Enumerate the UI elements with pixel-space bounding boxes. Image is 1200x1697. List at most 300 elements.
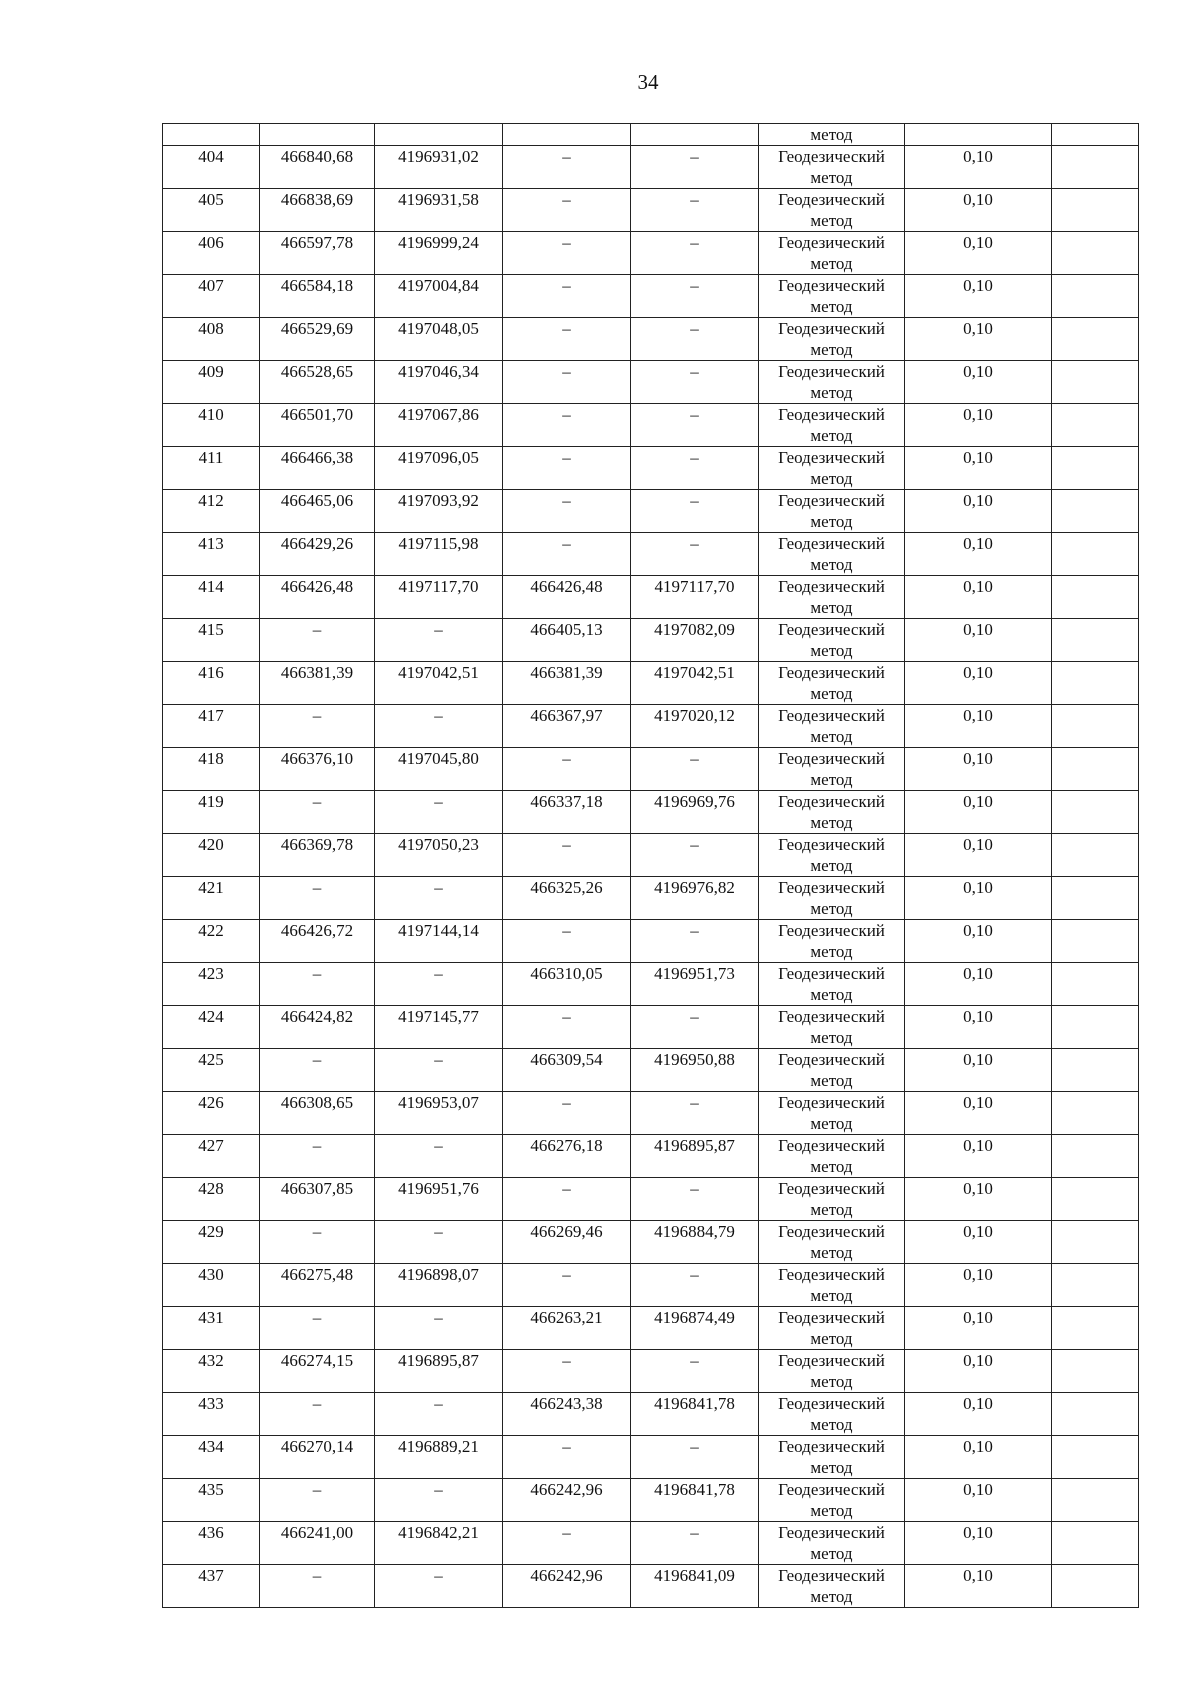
- cell-value: 466308,65: [280, 1093, 354, 1112]
- cell-x-new: [503, 705, 631, 748]
- cell-value: 466597,78: [280, 233, 354, 252]
- table-row: [163, 275, 1139, 318]
- cell-value: 466376,10: [280, 749, 354, 768]
- cell-point-number: [163, 146, 260, 189]
- table-row: [163, 1350, 1139, 1393]
- table-row: [163, 1479, 1139, 1522]
- cell-extra: [1052, 1264, 1139, 1307]
- method-label-line2: метод: [810, 1114, 853, 1133]
- method-label-line1: Геодезический: [778, 964, 885, 983]
- cell-method: [759, 533, 905, 576]
- cell-value: 466276,18: [530, 1136, 603, 1155]
- cell-y-existing: [375, 576, 503, 619]
- cell-value: 466367,97: [530, 706, 603, 725]
- table-row: [163, 791, 1139, 834]
- method-label-line1: Геодезический: [778, 362, 885, 381]
- cell-accuracy: [905, 361, 1052, 404]
- table-row: [163, 963, 1139, 1006]
- cell-point-number: [163, 232, 260, 275]
- cell-accuracy: [905, 662, 1052, 705]
- method-label-line2: метод: [810, 512, 853, 531]
- cell-extra: [1052, 404, 1139, 447]
- cell-y-new: [631, 146, 759, 189]
- cell-method: [759, 619, 905, 662]
- cell-extra: [1052, 1221, 1139, 1264]
- method-label-line2: метод: [810, 813, 853, 832]
- cell-value: –: [690, 749, 699, 768]
- cell-point-number: [163, 662, 260, 705]
- cell-value: 4196969,76: [654, 792, 735, 811]
- method-label-line2: метод: [810, 985, 853, 1004]
- method-label-line1: Геодезический: [778, 706, 885, 725]
- cell-value: 466584,18: [280, 276, 354, 295]
- cell-value: 466381,39: [530, 663, 603, 682]
- cell-value: 424: [198, 1007, 224, 1026]
- cell-accuracy: [905, 533, 1052, 576]
- cell-value: 4196884,79: [654, 1222, 735, 1241]
- table-row: [163, 1436, 1139, 1479]
- cell-extra: [1052, 1092, 1139, 1135]
- cell-value: 466310,05: [530, 964, 603, 983]
- cell-value: 430: [198, 1265, 224, 1284]
- cell-point-number: [163, 1565, 260, 1608]
- cell-y-existing: [375, 877, 503, 920]
- cell-y-new: [631, 318, 759, 361]
- table-body: [163, 124, 1139, 1608]
- cell-value: 4197042,51: [398, 663, 479, 682]
- cell-x-new: [503, 1436, 631, 1479]
- cell-value: –: [562, 190, 571, 209]
- cell-x-existing: [260, 834, 375, 877]
- cell-y-new: [631, 791, 759, 834]
- cell-y-existing: [375, 1565, 503, 1608]
- cell-value: 4197004,84: [398, 276, 479, 295]
- cell-y-new: [631, 1006, 759, 1049]
- cell-accuracy: [905, 275, 1052, 318]
- cell-x-existing: [260, 1006, 375, 1049]
- cell-extra: [1052, 1436, 1139, 1479]
- cell-value: –: [434, 620, 443, 639]
- cell-point-number: [163, 318, 260, 361]
- cell-value: 0,10: [963, 1179, 993, 1198]
- cell-value: 0,10: [963, 792, 993, 811]
- cell-point-number: [163, 1092, 260, 1135]
- cell-value: 0,10: [963, 1566, 993, 1585]
- cell-value: 433: [198, 1394, 224, 1413]
- cell-x-new: [503, 748, 631, 791]
- cell-value: 0,10: [963, 577, 993, 596]
- cell-value: 4197045,80: [398, 749, 479, 768]
- cell-extra: [1052, 1565, 1139, 1608]
- cell-y-new: [631, 124, 759, 146]
- method-label-line2: метод: [810, 1028, 853, 1047]
- table-row: [163, 619, 1139, 662]
- cell-value: 466426,72: [280, 921, 354, 940]
- cell-value: 466242,96: [530, 1480, 603, 1499]
- cell-y-existing: [375, 1350, 503, 1393]
- cell-value: 4197117,70: [654, 577, 735, 596]
- cell-value: –: [434, 1136, 443, 1155]
- cell-x-new: [503, 447, 631, 490]
- cell-x-existing: [260, 361, 375, 404]
- method-tail: метод: [810, 125, 853, 144]
- cell-value: 4196895,87: [398, 1351, 479, 1370]
- cell-y-existing: [375, 1522, 503, 1565]
- cell-accuracy: [905, 1092, 1052, 1135]
- cell-accuracy: [905, 124, 1052, 146]
- cell-point-number: [163, 1221, 260, 1264]
- method-label-line2: метод: [810, 1587, 853, 1606]
- cell-value: 0,10: [963, 534, 993, 553]
- cell-extra: [1052, 662, 1139, 705]
- cell-accuracy: [905, 920, 1052, 963]
- cell-extra: [1052, 834, 1139, 877]
- cell-y-new: [631, 1135, 759, 1178]
- cell-value: 412: [198, 491, 224, 510]
- method-label-line2: метод: [810, 1501, 853, 1520]
- cell-method: [759, 662, 905, 705]
- cell-accuracy: [905, 705, 1052, 748]
- cell-value: –: [562, 1265, 571, 1284]
- cell-y-existing: [375, 791, 503, 834]
- cell-x-existing: [260, 1436, 375, 1479]
- cell-value: –: [690, 1179, 699, 1198]
- cell-point-number: [163, 404, 260, 447]
- cell-extra: [1052, 361, 1139, 404]
- cell-accuracy: [905, 404, 1052, 447]
- cell-value: 4196898,07: [398, 1265, 479, 1284]
- cell-extra: [1052, 533, 1139, 576]
- cell-y-new: [631, 533, 759, 576]
- cell-value: 0,10: [963, 1351, 993, 1370]
- cell-y-new: [631, 1178, 759, 1221]
- method-label-line2: метод: [810, 1243, 853, 1262]
- cell-value: 466528,65: [280, 362, 354, 381]
- method-label-line1: Геодезический: [778, 1050, 885, 1069]
- cell-value: 0,10: [963, 1437, 993, 1456]
- cell-accuracy: [905, 490, 1052, 533]
- cell-y-new: [631, 1092, 759, 1135]
- cell-y-new: [631, 1049, 759, 1092]
- cell-value: –: [562, 276, 571, 295]
- table-row: [163, 877, 1139, 920]
- method-label-line1: Геодезический: [778, 663, 885, 682]
- cell-value: –: [312, 1222, 322, 1241]
- cell-y-new: [631, 1393, 759, 1436]
- cell-value: 466325,26: [530, 878, 603, 897]
- table-row: [163, 404, 1139, 447]
- cell-value: –: [690, 190, 699, 209]
- cell-method: [759, 1522, 905, 1565]
- cell-accuracy: [905, 1393, 1052, 1436]
- cell-method: [759, 791, 905, 834]
- cell-value: 4197020,12: [654, 706, 735, 725]
- cell-value: 435: [198, 1480, 224, 1499]
- cell-extra: [1052, 146, 1139, 189]
- method-label-line1: Геодезический: [778, 491, 885, 510]
- cell-x-new: [503, 1135, 631, 1178]
- cell-y-existing: [375, 318, 503, 361]
- cell-value: 0,10: [963, 448, 993, 467]
- method-label-line1: Геодезический: [778, 319, 885, 338]
- cell-method: [759, 1092, 905, 1135]
- method-label-line2: метод: [810, 426, 853, 445]
- cell-value: 4196841,78: [654, 1394, 735, 1413]
- cell-value: 466270,14: [280, 1437, 354, 1456]
- cell-value: –: [690, 1265, 699, 1284]
- cell-method: [759, 1049, 905, 1092]
- cell-method: [759, 275, 905, 318]
- cell-value: 4196841,78: [654, 1480, 735, 1499]
- cell-value: 0,10: [963, 964, 993, 983]
- cell-method: [759, 1221, 905, 1264]
- method-label-line2: метод: [810, 684, 853, 703]
- method-label-line1: Геодезический: [778, 1308, 885, 1327]
- cell-y-existing: [375, 404, 503, 447]
- cell-value: 0,10: [963, 147, 993, 166]
- cell-x-existing: [260, 1092, 375, 1135]
- cell-value: 4197117,70: [398, 577, 479, 596]
- cell-extra: [1052, 275, 1139, 318]
- method-label-line1: Геодезический: [778, 1179, 885, 1198]
- cell-y-new: [631, 1264, 759, 1307]
- cell-value: 466307,85: [280, 1179, 354, 1198]
- cell-x-existing: [260, 490, 375, 533]
- method-label-line2: метод: [810, 340, 853, 359]
- cell-point-number: [163, 1436, 260, 1479]
- cell-value: 0,10: [963, 706, 993, 725]
- cell-y-new: [631, 1479, 759, 1522]
- method-label-line2: метод: [810, 641, 853, 660]
- cell-accuracy: [905, 1479, 1052, 1522]
- table-row: [163, 1006, 1139, 1049]
- cell-accuracy: [905, 1221, 1052, 1264]
- cell-point-number: [163, 705, 260, 748]
- cell-y-new: [631, 748, 759, 791]
- cell-extra: [1052, 1006, 1139, 1049]
- method-label-line1: Геодезический: [778, 749, 885, 768]
- table-row: [163, 1135, 1139, 1178]
- cell-y-existing: [375, 1436, 503, 1479]
- method-label-line1: Геодезический: [778, 792, 885, 811]
- table-row: [163, 748, 1139, 791]
- cell-value: –: [562, 448, 571, 467]
- cell-value: 466426,48: [280, 577, 354, 596]
- cell-value: 466369,78: [280, 835, 354, 854]
- cell-x-existing: [260, 1565, 375, 1608]
- cell-y-existing: [375, 361, 503, 404]
- cell-accuracy: [905, 877, 1052, 920]
- cell-y-new: [631, 1221, 759, 1264]
- cell-x-new: [503, 490, 631, 533]
- cell-y-new: [631, 619, 759, 662]
- cell-value: –: [690, 319, 699, 338]
- cell-x-existing: [260, 146, 375, 189]
- cell-x-new: [503, 318, 631, 361]
- cell-value: 466275,48: [280, 1265, 354, 1284]
- cell-y-existing: [375, 963, 503, 1006]
- method-label-line2: метод: [810, 856, 853, 875]
- cell-method: [759, 705, 905, 748]
- cell-value: –: [312, 1480, 322, 1499]
- cell-x-existing: [260, 275, 375, 318]
- cell-value: 466466,38: [280, 448, 354, 467]
- cell-x-new: [503, 1565, 631, 1608]
- cell-value: 4196889,21: [398, 1437, 479, 1456]
- cell-y-new: [631, 662, 759, 705]
- cell-value: –: [434, 1566, 443, 1585]
- cell-method: [759, 146, 905, 189]
- method-label-line1: Геодезический: [778, 147, 885, 166]
- cell-value: 4196953,07: [398, 1093, 479, 1112]
- table-row: [163, 1264, 1139, 1307]
- cell-value: –: [690, 1437, 699, 1456]
- table-row: [163, 232, 1139, 275]
- cell-value: 4197048,05: [398, 319, 479, 338]
- cell-value: –: [434, 1050, 443, 1069]
- method-label-line2: метод: [810, 1286, 853, 1305]
- cell-extra: [1052, 619, 1139, 662]
- cell-y-existing: [375, 1135, 503, 1178]
- method-label-line2: метод: [810, 899, 853, 918]
- cell-x-existing: [260, 662, 375, 705]
- cell-value: –: [690, 147, 699, 166]
- cell-value: –: [562, 534, 571, 553]
- cell-value: –: [562, 147, 571, 166]
- cell-value: –: [690, 1093, 699, 1112]
- cell-value: 431: [198, 1308, 224, 1327]
- cell-value: 466337,18: [530, 792, 603, 811]
- coordinates-table: [162, 123, 1139, 1608]
- cell-extra: [1052, 1049, 1139, 1092]
- cell-method: [759, 920, 905, 963]
- method-label-line2: метод: [810, 1415, 853, 1434]
- cell-value: 414: [198, 577, 224, 596]
- cell-value: –: [562, 749, 571, 768]
- cell-value: 425: [198, 1050, 224, 1069]
- method-label-line2: метод: [810, 1071, 853, 1090]
- cell-y-new: [631, 232, 759, 275]
- cell-value: 466243,38: [530, 1394, 603, 1413]
- cell-value: 466274,15: [280, 1351, 354, 1370]
- cell-accuracy: [905, 748, 1052, 791]
- table-row: [163, 490, 1139, 533]
- method-label-line1: Геодезический: [778, 405, 885, 424]
- cell-value: 415: [198, 620, 224, 639]
- cell-accuracy: [905, 619, 1052, 662]
- cell-extra: [1052, 576, 1139, 619]
- cell-x-new: [503, 361, 631, 404]
- method-label-line2: метод: [810, 1372, 853, 1391]
- cell-accuracy: [905, 1307, 1052, 1350]
- cell-x-existing: [260, 447, 375, 490]
- cell-value: 406: [198, 233, 224, 252]
- cell-y-existing: [375, 619, 503, 662]
- cell-method: [759, 447, 905, 490]
- table-row: [163, 189, 1139, 232]
- cell-x-new: [503, 920, 631, 963]
- cell-value: –: [690, 534, 699, 553]
- cell-y-new: [631, 1350, 759, 1393]
- cell-value: 466381,39: [280, 663, 354, 682]
- cell-value: 0,10: [963, 1523, 993, 1542]
- cell-extra: [1052, 1178, 1139, 1221]
- cell-x-new: [503, 619, 631, 662]
- cell-x-new: [503, 1350, 631, 1393]
- method-label-line1: Геодезический: [778, 1136, 885, 1155]
- cell-value: 421: [198, 878, 224, 897]
- cell-x-existing: [260, 1135, 375, 1178]
- cell-value: –: [312, 1566, 322, 1585]
- cell-extra: [1052, 232, 1139, 275]
- cell-value: 429: [198, 1222, 224, 1241]
- cell-value: –: [690, 233, 699, 252]
- cell-x-existing: [260, 404, 375, 447]
- cell-value: 4197145,77: [398, 1007, 479, 1026]
- cell-value: –: [562, 1007, 571, 1026]
- cell-value: 0,10: [963, 749, 993, 768]
- cell-method: [759, 1436, 905, 1479]
- cell-y-new: [631, 447, 759, 490]
- cell-point-number: [163, 791, 260, 834]
- cell-y-existing: [375, 1221, 503, 1264]
- cell-value: 408: [198, 319, 224, 338]
- cell-y-new: [631, 1307, 759, 1350]
- cell-x-existing: [260, 705, 375, 748]
- cell-value: 0,10: [963, 1265, 993, 1284]
- cell-value: –: [562, 921, 571, 940]
- cell-method: [759, 748, 905, 791]
- cell-point-number: [163, 1178, 260, 1221]
- method-label-line2: метод: [810, 383, 853, 402]
- method-label-line1: Геодезический: [778, 1222, 885, 1241]
- cell-value: 0,10: [963, 491, 993, 510]
- cell-y-existing: [375, 1307, 503, 1350]
- cell-accuracy: [905, 318, 1052, 361]
- cell-y-existing: [375, 834, 503, 877]
- cell-value: 417: [198, 706, 224, 725]
- cell-accuracy: [905, 146, 1052, 189]
- method-label-line1: Геодезический: [778, 835, 885, 854]
- cell-value: 466309,54: [530, 1050, 603, 1069]
- cell-value: –: [690, 448, 699, 467]
- cell-x-existing: [260, 1522, 375, 1565]
- cell-value: 4196951,76: [398, 1179, 479, 1198]
- cell-value: 0,10: [963, 1394, 993, 1413]
- cell-extra: [1052, 877, 1139, 920]
- cell-x-existing: [260, 963, 375, 1006]
- cell-y-existing: [375, 232, 503, 275]
- method-label-line2: метод: [810, 1157, 853, 1176]
- method-label-line2: метод: [810, 598, 853, 617]
- cell-y-new: [631, 275, 759, 318]
- cell-y-existing: [375, 1479, 503, 1522]
- cell-value: 0,10: [963, 620, 993, 639]
- method-label-line1: Геодезический: [778, 448, 885, 467]
- cell-point-number: [163, 1006, 260, 1049]
- cell-y-existing: [375, 1092, 503, 1135]
- cell-method: [759, 1479, 905, 1522]
- cell-y-new: [631, 189, 759, 232]
- cell-method: [759, 1264, 905, 1307]
- cell-y-existing: [375, 124, 503, 146]
- method-label-line1: Геодезический: [778, 1351, 885, 1370]
- cell-value: 436: [198, 1523, 224, 1542]
- cell-x-existing: [260, 318, 375, 361]
- cell-extra: [1052, 1479, 1139, 1522]
- cell-value: –: [312, 964, 322, 983]
- cell-x-new: [503, 124, 631, 146]
